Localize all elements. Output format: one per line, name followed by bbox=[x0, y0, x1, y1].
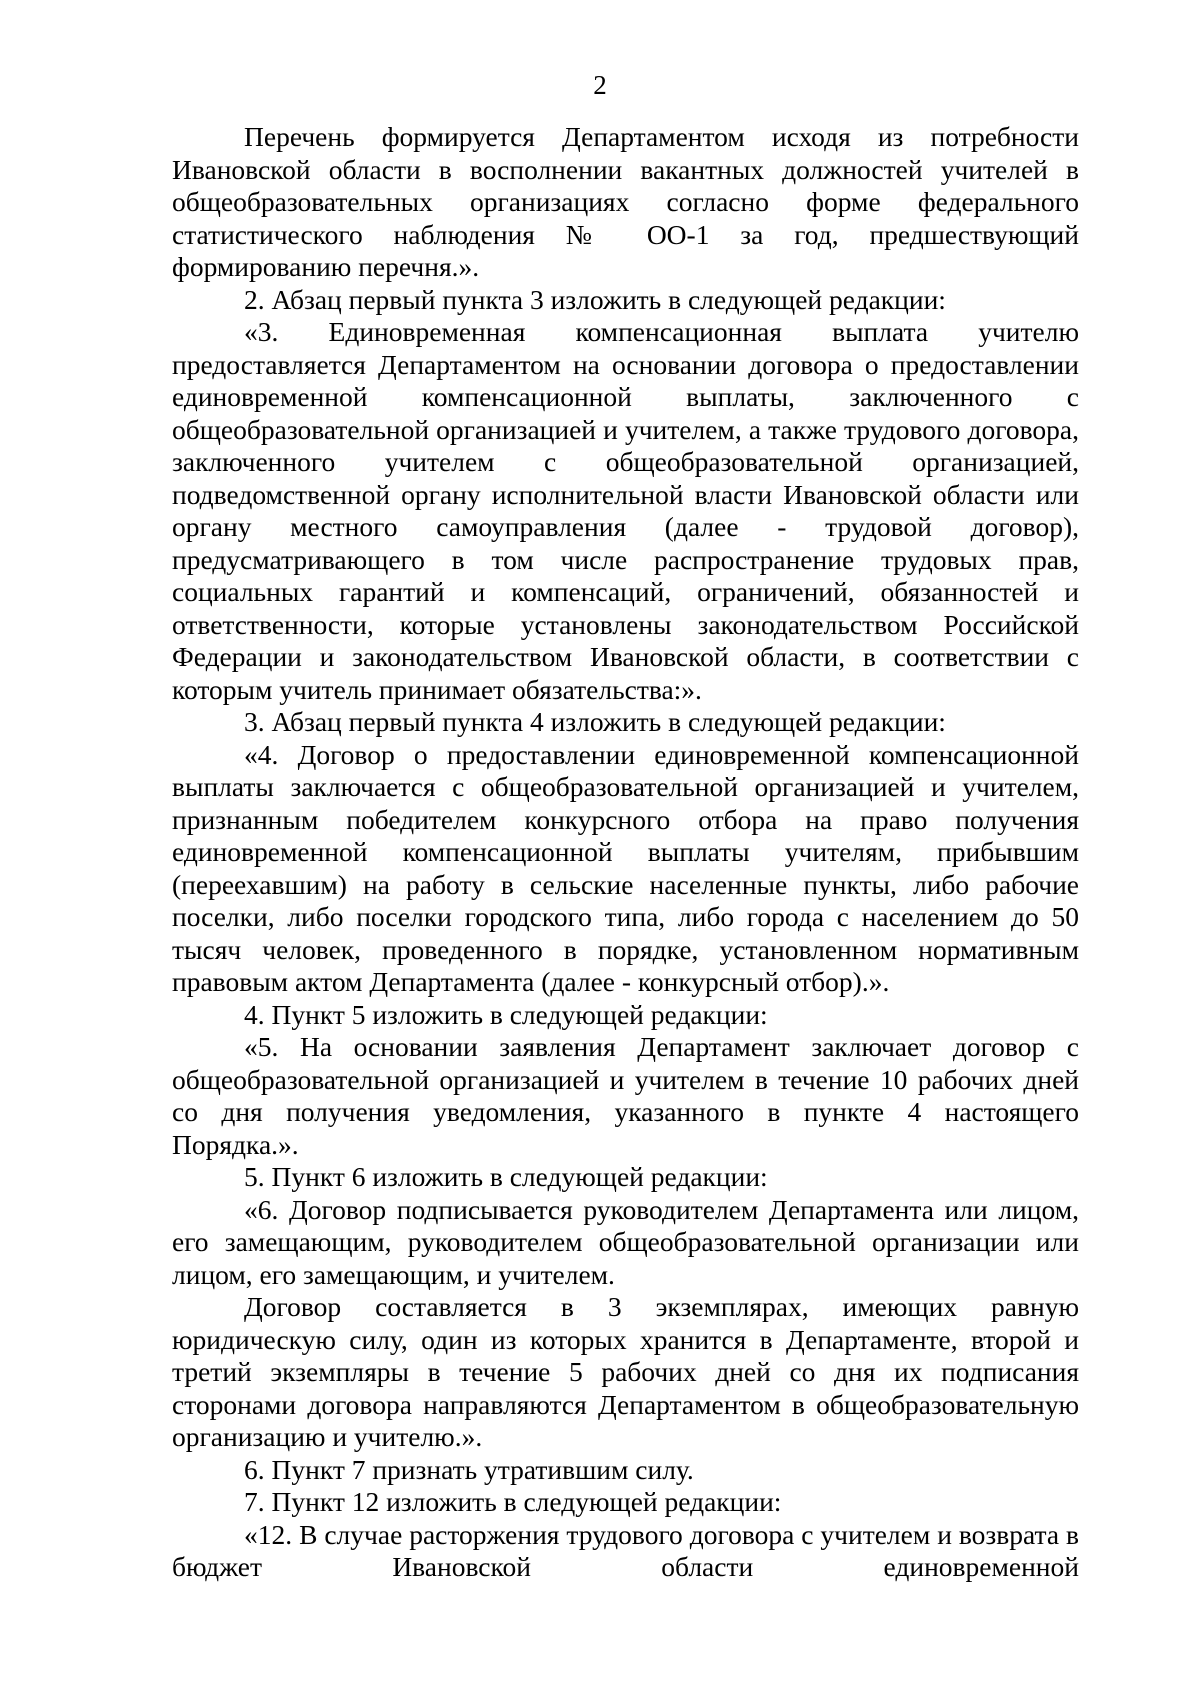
paragraph-amendment-6: 6. Пункт 7 признать утратившим силу. bbox=[244, 1453, 694, 1485]
paragraph-amendment-5: 5. Пункт 6 изложить в следующей редакции: bbox=[244, 1161, 768, 1192]
paragraph-amendment-2: 2. Абзац первый пункта 3 изложить в следующей редакции: bbox=[244, 283, 946, 315]
paragraph-clause-12: «12. В случае расторжения трудового договора с учителем и возврата в бюджет Ивановской области единовременной bbox=[172, 1518, 1079, 1582]
paragraph-clause-4: «4. Договор о предоставлении единовременной компенсационной выплаты заключается с общеобразовательной организацией и учителем, признанным победителем конкурсного отбора на право получения единовременной компенсационной выплаты учителям, прибывшим (переехавшим) на работу в сельские населенные пункты, либо рабочие поселки, либо поселки городского типа, либо города с населением до 50 тысяч человек, проведенного в порядке, установленном нормативным правовым актом Департамента (далее - конкурсный отбор).». bbox=[172, 738, 1079, 997]
paragraph-clause-6-copies: Договор составляется в 3 экземплярах, имеющих равную юридическую силу, один из которых хранится в Департаменте, второй и третий экземпляры в течение 5 рабочих дней со дня их подписания сторонами договора направляются Департаментом в общеобразовательную организацию и учителю.». bbox=[172, 1291, 1079, 1452]
paragraph-clause-6: «6. Договор подписывается руководителем Департамента или лицом, его замещающим, руководителем общеобразовательной организации или лицом, его замещающим, и учителем. bbox=[172, 1193, 1079, 1290]
paragraph-clause-5: «5. На основании заявления Департамент заключает договор с общеобразовательной организацией и учителем в течение 10 рабочих дней со дня получения уведомления, указанного в пункте 4 настоящего Порядка.». bbox=[172, 1031, 1079, 1160]
paragraph-clause-3: «3. Единовременная компенсационная выплата учителю предоставляется Департаментом на основании договора о предоставлении единовременной компенсационной выплаты, заключенного с общеобразовательной организацией и учителем, а также трудового договора, заключенного учителем с общеобразовательной организацией, подведомственной органу исполнительной власти Ивановской области или органу местного самоуправления (далее - трудовой договор), предусматривающего в том числе распространение трудовых прав, социальных гарантий и компенсаций, ограничений, обязанностей и ответственности, которые установлены законодательством Российской Федерации и законодательством Ивановской области, в соответствии с которым учитель принимает обязательства:». bbox=[172, 316, 1079, 705]
paragraph-amendment-3: 3. Абзац первый пункта 4 изложить в следующей редакции: bbox=[244, 706, 946, 737]
document-body bbox=[172, 121, 1079, 1584]
paragraph-list-formation: Перечень формируется Департаментом исходя из потребности Ивановской области в восполнении вакантных должностей учителей в общеобразовательных организациях согласно форме федерального статистического наблюдения № ОО-1 за год, предшествующий формированию перечня.». bbox=[172, 121, 1079, 282]
paragraph-amendment-4: 4. Пункт 5 изложить в следующей редакции: bbox=[244, 998, 768, 1030]
paragraph-amendment-7: 7. Пункт 12 изложить в следующей редакции: bbox=[244, 1486, 782, 1517]
page-number: 2 bbox=[593, 70, 607, 100]
